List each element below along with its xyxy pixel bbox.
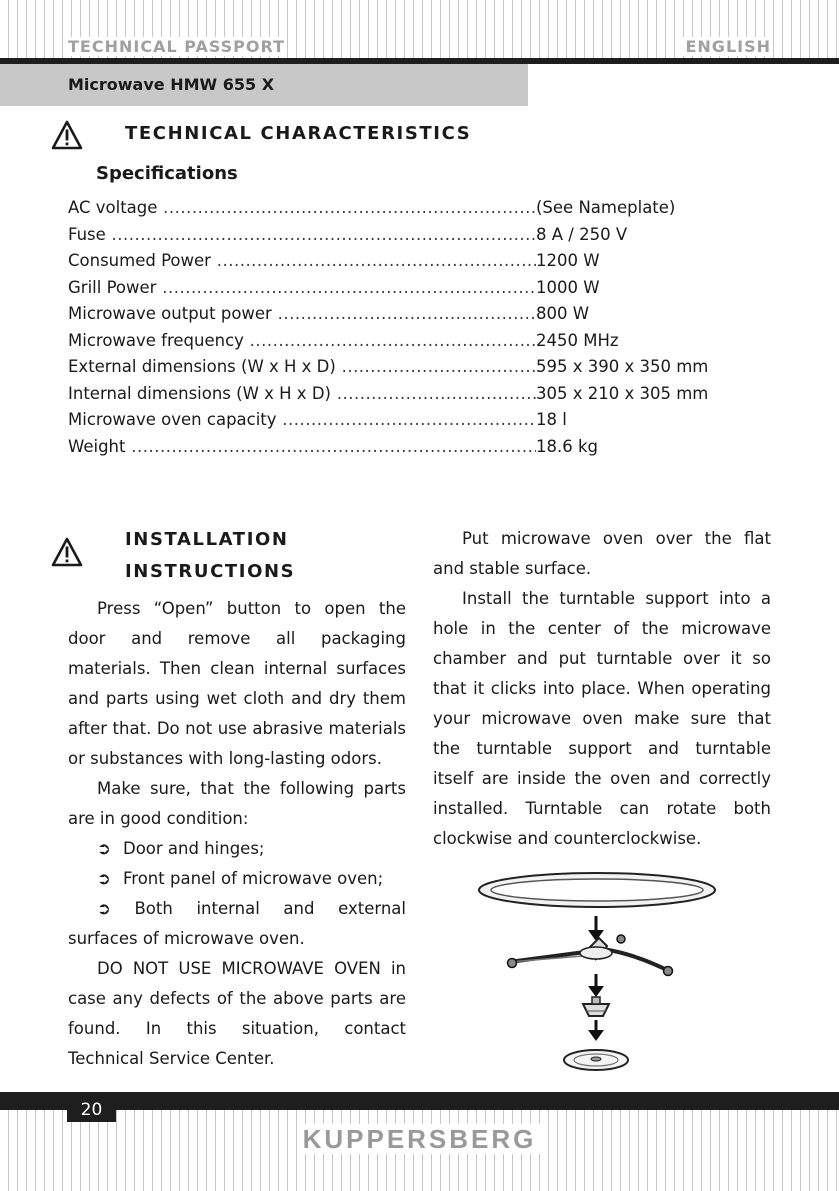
arrow-bullet-icon: ➲	[97, 869, 111, 888]
arrow-bullet-icon: ➲	[97, 839, 111, 858]
spec-label: AC voltage .....	[68, 195, 536, 222]
spec-value: 18 l	[536, 410, 567, 429]
spec-row	[68, 354, 748, 381]
spec-value: 800 W	[536, 304, 590, 323]
paragraph-open-door: Press “Open” button to open the door and remove all packaging materials. Then clean internal surfaces and parts using wet cloth and dry them after that. Do not use abrasive materials or substances with long-lasting odors.	[68, 599, 406, 768]
bullet-text: Both internal and external surfaces of microwave oven.	[68, 899, 407, 948]
paragraph-turntable: Install the turntable support into a hole in the center of the microwave chamber and put turntable over it so that it clicks into place. When operating your microwave oven make sure that the turntable support and turntable itself are inside the oven and correctly installed. Turntable can rotate both clockwise and counterclockwise.	[433, 589, 771, 848]
turntable-assembly-illustration	[475, 870, 720, 1080]
down-arrow-icon	[588, 1020, 604, 1041]
spec-value: 2450 MHz	[536, 330, 619, 350]
spec-row	[68, 328, 748, 355]
turntable-shaft-base-drawing	[564, 1050, 628, 1070]
arrow-bullet-icon: ➲	[97, 899, 111, 918]
installation-title-line2: INSTRUCTIONS	[125, 561, 296, 582]
spec-label: Microwave frequency .....	[68, 328, 536, 355]
header-language-label: ENGLISH	[685, 37, 771, 56]
spec-row	[68, 195, 748, 222]
spec-row	[68, 301, 748, 328]
spec-value: 305 x 210 x 305 mm	[536, 383, 709, 403]
installation-title-line1: INSTALLATION	[125, 529, 289, 550]
specifications-subtitle: Specifications	[96, 163, 238, 184]
page-number: 20	[80, 1100, 103, 1120]
spec-row	[68, 222, 748, 249]
warning-triangle-icon	[51, 537, 83, 567]
brand-logo	[0, 1124, 839, 1155]
spec-value: 18.6 kg	[536, 436, 599, 456]
list-item	[68, 834, 406, 864]
down-arrow-icon	[588, 916, 604, 941]
installation-left-column	[68, 594, 406, 1074]
down-arrow-icon	[588, 974, 604, 997]
roller-support-drawing	[508, 935, 673, 976]
header-section-label: TECHNICAL PASSPORT	[68, 37, 286, 56]
spec-value: 1000 W	[536, 277, 600, 297]
spec-row	[68, 407, 748, 434]
spec-list	[68, 195, 748, 460]
spec-label: Weight .....	[68, 434, 536, 461]
brand-logo-text: KUPPERSBERG	[299, 1124, 541, 1154]
spec-row	[68, 381, 748, 408]
spec-value: 1200 W	[536, 251, 600, 270]
spec-label: External dimensions (W x H x D) .....	[68, 354, 536, 381]
bullet-text: Door and hinges;	[123, 839, 265, 858]
bullet-text: Front panel of microwave oven;	[123, 869, 384, 888]
spec-label: Fuse .....	[68, 222, 536, 249]
installation-right-column	[433, 524, 771, 854]
warning-triangle-icon	[51, 120, 83, 150]
technical-characteristics-title: TECHNICAL CHARACTERISTICS	[125, 123, 472, 144]
spec-label: Internal dimensions (W x H x D) .....	[68, 381, 536, 408]
paragraph-warning: DO NOT USE MICROWAVE OVEN in case any defects of the above parts are found. In this situation, contact Technical Service Center.	[68, 959, 406, 1068]
spec-label: Microwave output power .....	[68, 301, 536, 328]
glass-tray-drawing	[479, 873, 715, 907]
model-title: Microwave HMW 655 X	[68, 75, 275, 94]
list-item	[68, 894, 406, 954]
coupler-drawing	[583, 997, 609, 1016]
spec-label: Grill Power .....	[68, 275, 536, 302]
spec-value: 595 x 390 x 350 mm	[536, 357, 709, 376]
list-item	[68, 864, 406, 894]
footer-bar	[0, 1092, 839, 1110]
paragraph-placement: Put microwave oven over the flat and stable surface.	[433, 529, 771, 578]
spec-row	[68, 275, 748, 302]
paragraph-check-parts: Make sure, that the following parts are in good condition:	[68, 779, 406, 828]
spec-row	[68, 434, 748, 461]
spec-value: 8 A / 250 V	[536, 224, 628, 244]
spec-label: Consumed Power .....	[68, 248, 536, 275]
spec-row	[68, 248, 748, 275]
spec-label: Microwave oven capacity .....	[68, 407, 536, 434]
spec-value: (See Nameplate)	[536, 198, 676, 217]
